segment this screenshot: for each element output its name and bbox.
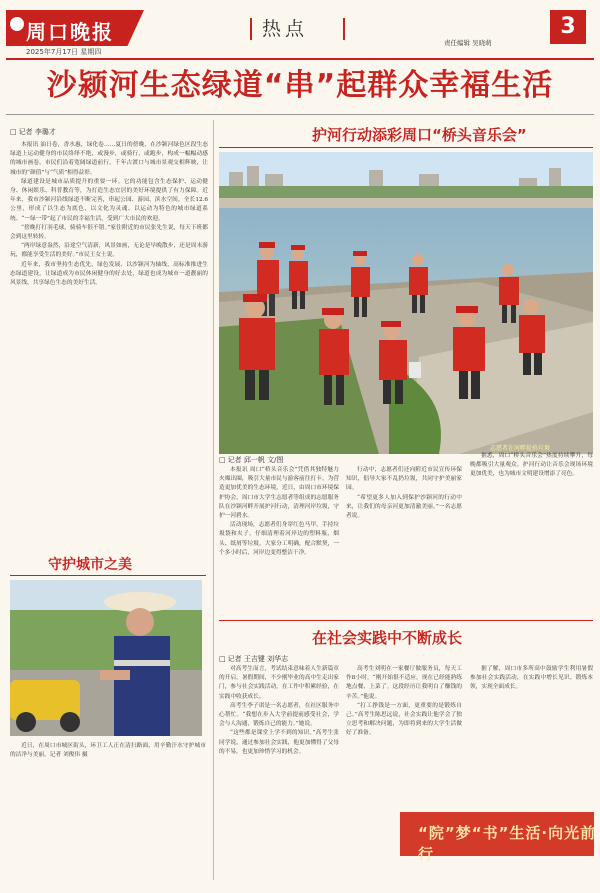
newspaper-logo-icon: [10, 17, 24, 31]
article-cityguard-heading: 守护城市之美: [48, 557, 132, 573]
river-photo-caption: 志愿者在河畔捡拾垃圾: [490, 445, 551, 452]
paragraph: 对高考生而言，考试结束意味着人生新篇章的开启。暑假期间，不少刚毕业的高中生走出家门，参与社会实践活动，在工作中积累经验，在实践中收获成长。: [219, 666, 339, 700]
paragraph: “希望更多人加入到保护沙颍河的行动中来，让我们的母亲河更加清澈美丽。”一名志愿者说。: [346, 494, 462, 520]
article-cityguard-caption: [10, 742, 206, 760]
paragraph: “打工挣钱是一方面，更重要的是锻炼自己。”高考生陈思远说，社会实践让他学会了独立思考和解决问题，为即将到来的大学生活做好了准备。: [346, 702, 462, 737]
paragraph: 活动现场，志愿者们身穿红色马甲，手持垃圾袋和夹子，仔细清理着河岸边的塑料瓶、烟头、纸屑等垃圾。大家分工明确，配合默契，一个多小时后，河岸边变得整洁干净。: [219, 522, 339, 556]
page-number: 3: [550, 10, 586, 44]
paragraph: 据了解，周口市多所高中鼓励学生利用暑假参加社会实践活动，在实践中增长见识、锻炼本领，实现全面成长。: [470, 666, 593, 691]
subhead-rule: [219, 620, 593, 621]
sanitation-worker-photo: [10, 580, 202, 736]
article-practice-col3: [470, 665, 593, 693]
paragraph: 绿道建设是城市品质提升的重要一环。它的功能包含生态保护、运动健身、休闲娱乐、科普教育等，为打造生态宜居的美好环境提供了有力保障。近年来，我市沙颍河沿线绿道不断完善，串起公园、游园、滨水空间，全长12.6公里，形成了以生态为底色，以文化为灵魂、以运动为特色的城市绿道系统。“一绿一带”起了市民的幸福生活，受到广大市民的欢迎。: [10, 178, 208, 222]
headline-rule: [6, 114, 594, 115]
paragraph: “这些都是课堂上学不到的知识。”高考生张同学说，通过参加社会实践，他更加懂得了父母的不易，也更加珍惜学习的机会。: [219, 730, 339, 755]
column-banner-text: “院”梦“书”生活·向光前行: [418, 824, 597, 863]
article-riverguard-col1: [219, 466, 339, 558]
masthead-rule: [6, 58, 594, 60]
responsible-editor: 责任编辑 吴晓萌: [444, 39, 492, 47]
photo-caption: 近日，在周口市城区街头，环卫工人正在清扫路面，用辛勤汗水守护城市的洁净与美丽。记者 刘俊伟 摄: [10, 743, 206, 759]
subhead-rule: [10, 575, 206, 576]
article-riverguard-heading: 护河行动添彩周口“桥头音乐会”: [312, 126, 527, 144]
paragraph: “傍晚打打羽毛球，骑骑车很不错。”家住附近的市民张先生说，每天下班都会到这里转转。: [10, 224, 208, 241]
issue-date: 2025年7月17日 星期四: [26, 48, 102, 56]
paragraph: 本报讯 油日卷，香水惠，绿化卷……夏日的傍晚，在沙颍河绿色区段生态绿道上运动健身的市民络绎不绝，或漫步，或骑行，或跑步，构成一幅幅动感的城市画卷。市民们沿着宽阔绿道前行，千年古渡口与城市景观交相辉映，让城市的“颜值”与“气质”相得益彰。: [10, 142, 208, 176]
section-divider-right: [343, 18, 345, 40]
article-riverguard-col2: [346, 466, 462, 521]
paragraph: 本报讯 周口“桥头音乐会”凭借其独特魅力火爆出圈，吸引大量市民与游客前往打卡。为营造更加优美的生态环境，近日，由周口市环境保护协会、周口市大学生志愿者等组成的志愿服务队在沙颍河畔开展护河行动，清理河岸垃圾，守护一河碧水。: [219, 467, 339, 520]
article-practice-col1: [219, 665, 339, 757]
column-divider: [213, 120, 214, 880]
article-practice-col2: [346, 665, 462, 739]
article-riverguard-col3: [470, 452, 593, 480]
volunteers-riverbank-photo: [219, 152, 593, 454]
article-riverguard-byline: □ 记者 邱一帆 文/图: [219, 455, 283, 465]
article-greenway: [10, 127, 208, 288]
paragraph: 行动中，志愿者们还向附近市民宣传环保知识，倡导大家不乱扔垃圾，共同守护美丽家园。: [346, 467, 462, 492]
paragraph: 高考生李子诺是一名志愿者，在社区服务中心帮忙。“我想在步入大学前提前感受社会，学会与人沟通，锻炼自己的能力。”她说。: [219, 702, 339, 728]
article-practice-byline: □ 记者 王吉键 刘华志: [219, 654, 288, 664]
paragraph: 据悉，周口“桥头音乐会”热度持续攀升，每晚都吸引大量观众。护河行动让音乐会现场环境更加优美，也为城市文明建设增添了亮色。: [470, 453, 593, 478]
paragraph: 高考生刘明在一家餐厅做服务员，每天工作8小时。“刚开始很不适应，现在已经能熟练地点餐、上菜了。这段经历让我明白了赚钱的辛苦。”他说。: [346, 666, 462, 700]
section-divider-left: [250, 18, 252, 40]
article-greenway-byline: □ 记者 李璐才: [10, 127, 208, 137]
article-practice-heading: 在社会实践中不断成长: [312, 629, 463, 647]
main-headline: 沙颍河生态绿道“串”起群众幸福生活: [46, 68, 554, 103]
newspaper-title: 周口晚报: [26, 20, 114, 44]
paragraph: “两岸绿意盎然，沿途空气清新，风景如画，无论是早晚散步，还是周末游玩，都能享受生活的美好。”市民王女士说。: [10, 243, 208, 259]
subhead-rule: [219, 147, 593, 148]
paragraph: 近年来，我市坚持生态优先、绿色发展，以沙颍河为轴线，高标准推进生态绿道建设，让绿道成为市民休闲健身的好去处，绿道也成为城市一道靓丽的风景线，共享绿色生态的美好生活。: [10, 261, 208, 287]
section-name: 热点: [262, 18, 309, 40]
